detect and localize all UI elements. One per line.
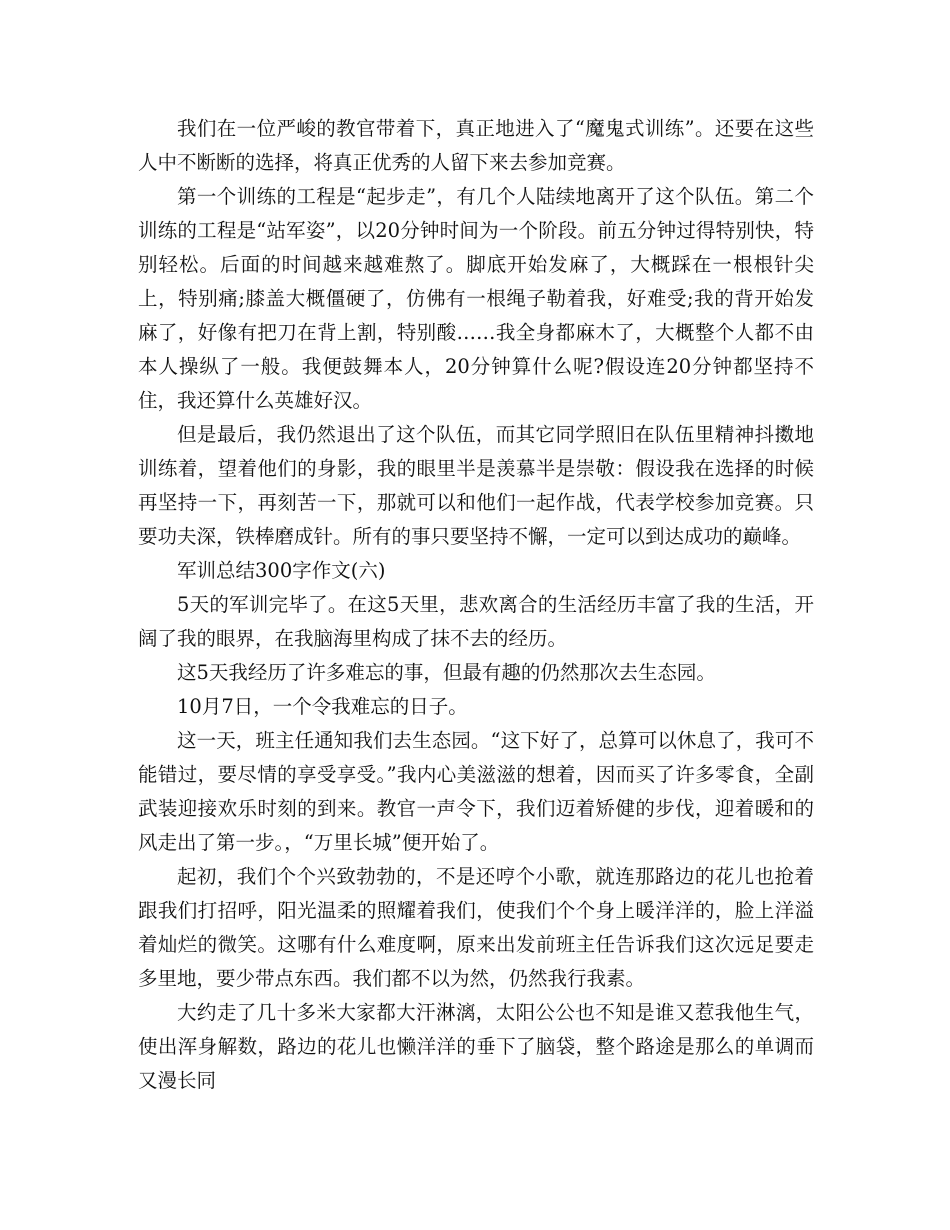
paragraph-beginning: 起初，我们个个兴致勃勃的，不是还哼个小歌，就连那路边的花儿也抢着跟我们打招呼，阳光温柔的照耀着我们，使我们个个身上暖洋洋的，脸上洋溢着灿烂的微笑。这哪有什么难度啊，原来出发前班主任告诉我们这次远足要走多里地，要少带点东西。我们都不以为然，仍然我行我素。 (138, 865, 814, 990)
paragraph-five-days: 5天的军训完毕了。在这5天里，悲欢离合的生活经历丰富了我的生活，开阔了我的眼界，在我脑海里构成了抹不去的经历。 (138, 593, 814, 650)
paragraph-standing-drill: 第一个训练的工程是“起步走”，有几个人陆续地离开了这个队伍。第二个训练的工程是“站军姿”，以20分钟时间为一个阶段。前五分钟过得特别快，特别轻松。后面的时间越来越难熬了。脚底开始发麻了，大概踩在一根根针尖上，特别痛;膝盖大概僵硬了，仿佛有一根绳子勒着我，好难受;我的背开始发麻了，好像有把刀在背上割，特别酸……我全身都麻木了，大概整个人都不由本人操纵了一般。我便鼓舞本人，20分钟算什么呢?假设连20分钟都坚持不住，我还算什么英雄好汉。 (138, 185, 814, 412)
paragraph-withdrawal: 但是最后，我仍然退出了这个队伍，而其它同学照旧在队伍里精神抖擞地训练着，望着他们的身影，我的眼里半是羡慕半是崇敬：假设我在选择的时候再坚持一下，再刻苦一下，那就可以和他们一起作战，代表学校参加竞赛。只要功夫深，铁棒磨成针。所有的事只要坚持不懈，一定可以到达成功的巅峰。 (138, 423, 814, 548)
paragraph-eco-park: 这5天我经历了许多难忘的事，但最有趣的仍然那次去生态园。 (177, 661, 716, 684)
article-body (138, 112, 814, 1098)
paragraph-outing-start: 这一天，班主任通知我们去生态园。“这下好了，总算可以休息了，我可不能错过，要尽情的享受享受。”我内心美滋滋的想着，因而买了许多零食，全副武装迎接欢乐时刻的到来。教官一声令下，我们迈着矫健的步伐，迎着暖和的风走出了第一步。，“万里长城”便开始了。 (138, 729, 814, 854)
paragraph-hot-walk: 大约走了几十多米大家都大汗淋漓，太阳公公也不知是谁又惹我他生气，使出浑身解数，路边的花儿也懒洋洋的垂下了脑袋，整个路途是那么的单调而又漫长同 (138, 1001, 814, 1092)
paragraph-training-intro: 我们在一位严峻的教官带着下，真正地进入了“魔鬼式训练”。还要在这些人中不断断的选择，将真正优秀的人留下来去参加竞赛。 (138, 117, 814, 174)
paragraph-date: 10月7日，一个令我难忘的日子。 (177, 695, 468, 718)
section-heading: 军训总结300字作文(六) (177, 559, 386, 582)
